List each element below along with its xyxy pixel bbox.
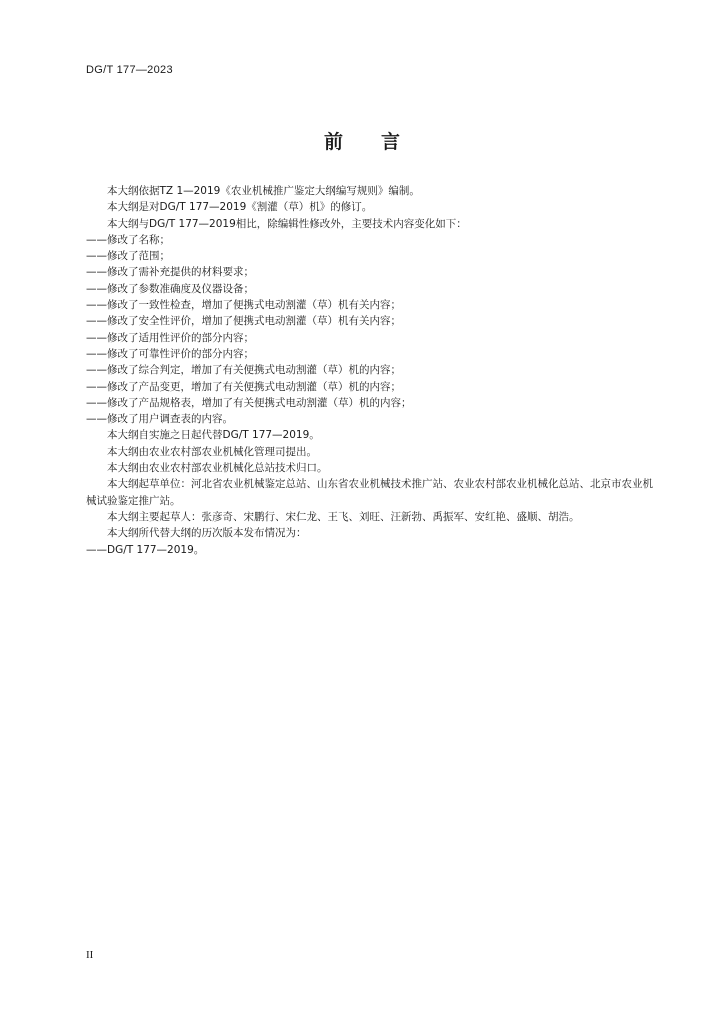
foreword-paragraph: 本大纲所代替大纲的历次版本发布情况为： [107, 527, 307, 540]
change-list-item: ——修改了名称； [86, 233, 170, 246]
foreword-body [86, 183, 660, 558]
standard-code-header: DG/T 177—2023 [86, 64, 173, 76]
change-list-item: ——修改了用户调查表的内容。 [86, 413, 233, 426]
page-title: 前言 [323, 131, 438, 153]
change-list-item: ——DG/T 177—2019。 [86, 543, 205, 556]
page-number: II [86, 949, 94, 961]
foreword-paragraph: 本大纲由农业农村部农业机械化管理司提出。 [107, 445, 317, 458]
change-list-item: ——修改了适用性评价的部分内容； [86, 331, 254, 344]
foreword-paragraph: 本大纲是对DG/T 177—2019《割灌（草）机》的修订。 [107, 201, 373, 214]
foreword-paragraph: 本大纲主要起草人：张彦奇、宋鹏行、宋仁龙、王飞、刘旺、汪新勃、禹振军、安红艳、盛顺、胡浩。 [107, 510, 580, 523]
change-list-item: ——修改了安全性评价，增加了便携式电动割灌（草）机有关内容； [86, 315, 401, 328]
change-list-item: ——修改了一致性检查，增加了便携式电动割灌（草）机有关内容； [86, 299, 401, 312]
change-list-item: ——修改了范围； [86, 250, 170, 263]
foreword-paragraph: 本大纲起草单位：河北省农业机械鉴定总站、山东省农业机械技术推广站、农业农村部农业机械化总站、北京市农业机械试验鉴定推广站。 [86, 478, 653, 507]
foreword-paragraph: 本大纲依据TZ 1—2019《农业机械推广鉴定大纲编写规则》编制。 [107, 185, 420, 197]
foreword-paragraph: 本大纲与DG/T 177—2019相比，除编辑性修改外，主要技术内容变化如下： [107, 217, 467, 230]
change-list-item: ——修改了参数准确度及仪器设备； [86, 282, 254, 295]
change-list-item: ——修改了需补充提供的材料要求； [86, 266, 254, 279]
change-list-item: ——修改了产品变更，增加了有关便携式电动割灌（草）机的内容； [86, 380, 401, 393]
change-list-item: ——修改了产品规格表，增加了有关便携式电动割灌（草）机的内容； [86, 396, 412, 409]
foreword-paragraph: 本大纲由农业农村部农业机械化总站技术归口。 [107, 462, 328, 475]
foreword-paragraph: 本大纲自实施之日起代替DG/T 177—2019。 [107, 429, 320, 442]
change-list-item: ——修改了综合判定，增加了有关便携式电动割灌（草）机的内容； [86, 364, 401, 377]
change-list-item: ——修改了可靠性评价的部分内容； [86, 347, 254, 360]
